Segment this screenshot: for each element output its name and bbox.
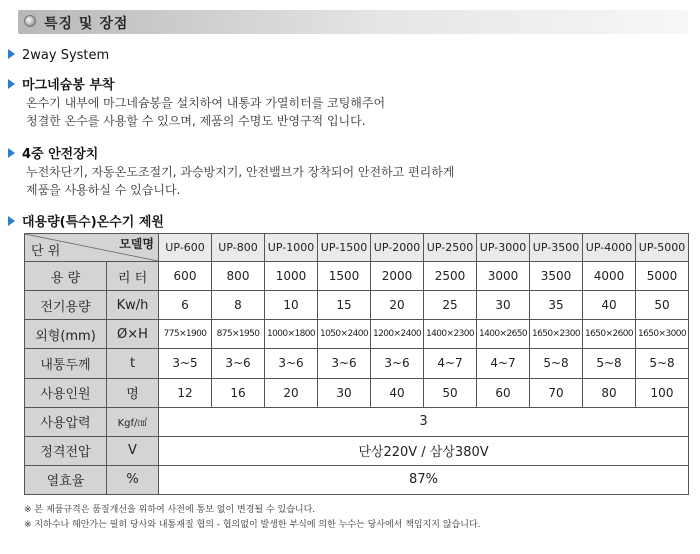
table-cell: 1000 [265,262,318,291]
table-cell: 70 [530,378,583,407]
row-unit: t [107,349,159,378]
table-cell: 1650×2300 [530,320,583,349]
feature-spec-heading [8,211,164,230]
model-header: UP-1500 [318,234,371,262]
table-cell: 50 [636,291,689,320]
table-cell: 2000 [371,262,424,291]
description-line: 청결한 온수를 사용할 수 있으며, 제품의 수명도 반영구적 입니다. [26,114,366,128]
corner-diagonal [25,234,158,261]
table-cell: 5~8 [636,349,689,378]
row-label: 사용인원 [25,378,107,407]
table-cell: 1500 [318,262,371,291]
footnote: ※ 본 제품규격은 품질개선을 위하여 사전에 통보 없이 변경될 수 있습니다. [24,505,316,515]
table-row [25,291,689,320]
model-header: UP-800 [212,234,265,262]
merged-value-cell: 3 [159,407,689,436]
feature-description [26,163,454,199]
table-cell: 5~8 [583,349,636,378]
row-unit: % [107,465,159,494]
table-cell: 1650×2600 [583,320,636,349]
corner-label-model: 모델명 [119,237,154,251]
feature-magnesium [8,74,114,93]
table-cell: 40 [583,291,636,320]
table-header-row [25,234,689,262]
table-cell: 8 [212,291,265,320]
table-cell: 20 [371,291,424,320]
triangle-bullet-icon [8,79,15,89]
table-cell: 3~5 [159,349,212,378]
table-cell: 1050×2400 [318,320,371,349]
model-header: UP-3000 [477,234,530,262]
table-row [25,378,689,407]
model-header: UP-1000 [265,234,318,262]
table-cell: 25 [424,291,477,320]
table-row [25,349,689,378]
feature-title: 마그네슘봉 부착 [22,78,115,93]
circle-bullet-icon [24,15,36,27]
table-cell: 4~7 [477,349,530,378]
row-unit: Kgf/㎠ [107,407,159,436]
table-cell: 600 [159,262,212,291]
triangle-bullet-icon [8,148,15,158]
table-cell: 1400×2300 [424,320,477,349]
table-row-merged [25,436,689,465]
corner-cell [25,234,159,262]
table-cell: 3~6 [265,349,318,378]
feature-title: 2way System [22,48,110,63]
table-cell: 80 [583,378,636,407]
merged-value-cell: 87% [159,465,689,494]
model-header: UP-5000 [636,234,689,262]
corner-label-unit: 단 위 [31,244,61,260]
row-unit: Ø×H [107,320,159,349]
model-header: UP-4000 [583,234,636,262]
table-cell: 4~7 [424,349,477,378]
row-unit: Kw/h [107,291,159,320]
table-cell: 775×1900 [159,320,212,349]
table-row [25,262,689,291]
spec-table [24,233,689,495]
table-cell: 10 [265,291,318,320]
table-cell: 3000 [477,262,530,291]
feature-title: 대용량(특수)온수기 제원 [22,215,164,230]
feature-title: 4중 안전장치 [22,147,99,162]
table-row-merged [25,407,689,436]
table-cell: 800 [212,262,265,291]
table-cell: 3500 [530,262,583,291]
table-cell: 15 [318,291,371,320]
table-cell: 6 [159,291,212,320]
description-line: 온수기 내부에 마그네슘봉을 설치하여 내통과 가열히터를 코팅해주어 [26,96,386,110]
table-row [25,320,689,349]
table-cell: 875×1950 [212,320,265,349]
row-label: 사용압력 [25,407,107,436]
table-cell: 20 [265,378,318,407]
row-label: 열효율 [25,465,107,494]
table-cell: 50 [424,378,477,407]
table-cell: 30 [318,378,371,407]
table-cell: 5000 [636,262,689,291]
triangle-bullet-icon [8,216,15,226]
row-label: 정격전압 [25,436,107,465]
table-row-merged [25,465,689,494]
table-cell: 4000 [583,262,636,291]
feature-safety [8,143,98,162]
page-title: 특징 및 장점 [44,16,129,32]
model-header: UP-2000 [371,234,424,262]
row-label: 내통두께 [25,349,107,378]
table-cell: 3~6 [318,349,371,378]
footnote: ※ 지하수나 해안가는 필히 당사와 내통재질 협의 - 협의없이 발생한 부식에 의한 누수는 당사에서 책임지지 않습니다. [24,520,481,530]
table-cell: 1400×2650 [477,320,530,349]
triangle-bullet-icon [8,49,15,59]
section-header-bar [18,10,688,34]
table-cell: 12 [159,378,212,407]
row-unit: V [107,436,159,465]
table-cell: 35 [530,291,583,320]
table-cell: 16 [212,378,265,407]
table-cell: 3~6 [212,349,265,378]
model-header: UP-3500 [530,234,583,262]
table-cell: 1650×3000 [636,320,689,349]
model-header: UP-600 [159,234,212,262]
table-cell: 3~6 [371,349,424,378]
table-cell: 1000×1800 [265,320,318,349]
table-cell: 2500 [424,262,477,291]
row-unit: 리 터 [107,262,159,291]
row-unit: 명 [107,378,159,407]
merged-value-cell: 단상220V / 삼상380V [159,436,689,465]
table-cell: 30 [477,291,530,320]
row-label: 전기용량 [25,291,107,320]
table-cell: 5~8 [530,349,583,378]
table-cell: 60 [477,378,530,407]
table-cell: 1200×2400 [371,320,424,349]
feature-2way [8,44,109,63]
table-cell: 40 [371,378,424,407]
description-line: 제품을 사용하실 수 있습니다. [26,183,181,197]
table-cell: 100 [636,378,689,407]
row-label: 외형(mm) [25,320,107,349]
row-label: 용 량 [25,262,107,291]
model-header: UP-2500 [424,234,477,262]
description-line: 누전차단기, 자동온도조절기, 과승방지기, 안전밸브가 장착되어 안전하고 편리하게 [26,165,455,179]
feature-description [26,94,385,130]
